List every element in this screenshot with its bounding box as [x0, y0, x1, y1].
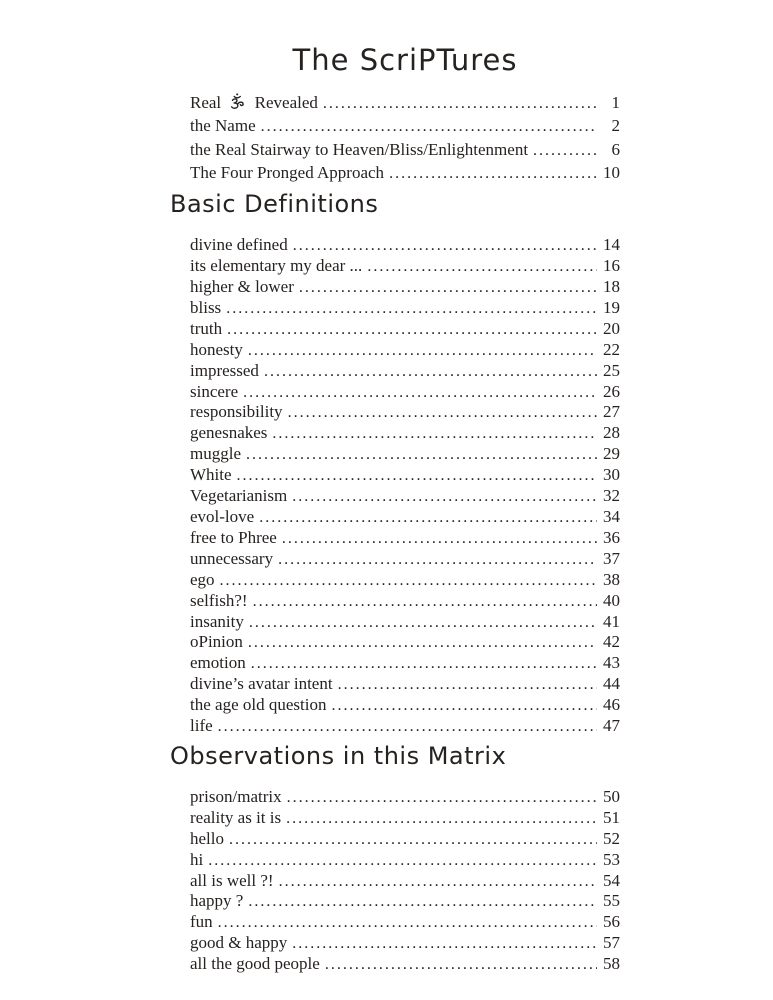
- toc-entry-row[interactable]: [190, 653, 620, 674]
- toc-sections: [170, 189, 620, 975]
- toc-entry-row[interactable]: [190, 891, 620, 912]
- toc-entry-row[interactable]: [190, 933, 620, 954]
- toc-entry-row[interactable]: [190, 632, 620, 653]
- toc-entry-label: oPinion: [190, 632, 243, 652]
- toc-entry-label: all is well ?!: [190, 870, 274, 890]
- dot-leader: [293, 235, 597, 256]
- dot-leader: [282, 528, 597, 549]
- toc-entry-label: muggle: [190, 444, 241, 464]
- toc-entry-page-number: 6: [611, 139, 620, 159]
- toc-entry-label: higher & lower: [190, 277, 294, 296]
- toc-entry-label: divine’s avatar intent: [190, 674, 333, 694]
- toc-entry-label: prison/matrix: [190, 786, 282, 806]
- dot-leader: [389, 162, 597, 185]
- toc-entry-page-number: 30: [603, 465, 620, 485]
- toc-entry-page-number: 28: [603, 423, 620, 443]
- toc-entry-label: responsibility: [190, 402, 283, 422]
- toc-entry-row[interactable]: [190, 402, 620, 423]
- section-entries-list: [170, 787, 620, 975]
- dot-leader: [299, 277, 597, 298]
- toc-entry-label: honesty: [190, 339, 243, 359]
- toc-entry-page-number: 56: [603, 912, 620, 932]
- toc-entry-page-number: 53: [603, 849, 620, 869]
- toc-entry-page-number: 38: [603, 569, 620, 589]
- toc-entry-row[interactable]: [190, 850, 620, 871]
- dot-leader: [261, 115, 597, 138]
- toc-entry-row[interactable]: [190, 808, 620, 829]
- toc-entry-page-number: 57: [603, 933, 620, 953]
- toc-entry-page-number: 19: [603, 297, 620, 317]
- dot-leader: [278, 549, 597, 570]
- dot-leader: [287, 787, 597, 808]
- toc-entry-page-number: 50: [603, 786, 620, 806]
- toc-entry-page-number: 14: [603, 235, 620, 255]
- toc-entry-row[interactable]: [190, 528, 620, 549]
- toc-entry-page-number: 47: [603, 716, 620, 736]
- toc-entry-page-number: 55: [603, 891, 620, 911]
- dot-leader: [251, 653, 597, 674]
- dot-leader: [229, 829, 597, 850]
- toc-entry-label: selfish?!: [190, 590, 248, 610]
- dot-leader: [253, 591, 597, 612]
- toc-entry-label: hi: [190, 849, 204, 869]
- toc-entry-row[interactable]: [190, 570, 620, 591]
- toc-entry-label: hello: [190, 828, 224, 848]
- dot-leader: [248, 891, 597, 912]
- toc-entry-page-number: 54: [603, 870, 620, 890]
- toc-entry-row[interactable]: [190, 423, 620, 444]
- dot-leader: [338, 674, 597, 695]
- toc-entry-label: all the good people: [190, 954, 320, 974]
- toc-entry-page-number: 2: [611, 116, 620, 136]
- toc-entry-label: its elementary my dear ...: [190, 256, 363, 276]
- toc-entry-page-number: 52: [603, 828, 620, 848]
- toc-entry-page-number: 26: [603, 381, 620, 401]
- dot-leader: [220, 570, 597, 591]
- toc-entry-page-number: 27: [603, 402, 620, 422]
- dot-leader: [331, 695, 597, 716]
- toc-content: [170, 44, 620, 975]
- dot-leader: [325, 954, 597, 975]
- toc-entry-label: good & happy: [190, 933, 288, 953]
- toc-entry-page-number: 44: [603, 674, 620, 694]
- toc-entry-label: truth: [190, 318, 223, 338]
- dot-leader: [533, 139, 597, 162]
- dot-leader: [286, 808, 597, 829]
- toc-entry-page-number: 18: [603, 277, 620, 296]
- toc-entry-row[interactable]: [190, 486, 620, 507]
- toc-entry-label: fun: [190, 912, 213, 932]
- toc-entry-label: impressed: [190, 360, 259, 380]
- toc-entry-row[interactable]: [190, 382, 620, 403]
- dot-leader: [323, 92, 597, 115]
- toc-entry-page-number: 37: [603, 548, 620, 568]
- toc-entry-label: sincere: [190, 381, 239, 401]
- section-heading: Basic Definitions: [170, 190, 379, 219]
- toc-entry-row[interactable]: [190, 235, 620, 256]
- toc-entry-label: Vegetarianism: [190, 486, 288, 506]
- toc-entry-page-number: 20: [603, 318, 620, 338]
- dot-leader: [248, 632, 597, 653]
- toc-entry-label: divine defined: [190, 235, 288, 255]
- toc-entry-label: White: [190, 465, 232, 485]
- toc-entry-row[interactable]: [190, 139, 620, 162]
- toc-entry-page-number: 41: [603, 611, 620, 631]
- toc-entry-row[interactable]: [190, 444, 620, 465]
- dot-leader: [248, 340, 597, 361]
- toc-entry-row[interactable]: [190, 674, 620, 695]
- toc-entry-label: ego: [190, 569, 215, 589]
- toc-entry-row[interactable]: [190, 829, 620, 850]
- toc-section: [170, 741, 620, 975]
- toc-entry-page-number: 32: [603, 486, 620, 506]
- dot-leader: [218, 716, 597, 737]
- toc-entry-label: unnecessary: [190, 548, 274, 568]
- toc-entry-row[interactable]: [190, 115, 620, 138]
- toc-entry-label: the age old question: [190, 695, 327, 715]
- dot-leader: [279, 871, 597, 892]
- toc-entry-page-number: 40: [603, 590, 620, 610]
- toc-entry-row[interactable]: [190, 298, 620, 319]
- dot-leader: [288, 402, 597, 423]
- toc-entry-page-number: 58: [603, 954, 620, 974]
- toc-entry-label: genesnakes: [190, 423, 268, 443]
- toc-entry-row[interactable]: [190, 871, 620, 892]
- toc-entry-row[interactable]: [190, 465, 620, 486]
- toc-entry-label: bliss: [190, 297, 222, 317]
- toc-entry-page-number: 29: [603, 444, 620, 464]
- toc-section: [170, 189, 620, 737]
- toc-entry-row[interactable]: [190, 787, 620, 808]
- front-entries-list: [170, 92, 620, 185]
- dot-leader: [249, 612, 597, 633]
- dot-leader: [243, 382, 597, 403]
- toc-entry-row[interactable]: [190, 162, 620, 185]
- toc-entry-row[interactable]: [190, 612, 620, 633]
- toc-entry-row[interactable]: [190, 695, 620, 716]
- dot-leader: [246, 444, 597, 465]
- toc-entry-page-number: 16: [603, 256, 620, 276]
- toc-entry-label: life: [190, 716, 213, 736]
- page-title: The ScriPTures: [292, 43, 518, 77]
- dot-leader: [264, 361, 597, 382]
- dot-leader: [208, 850, 597, 871]
- dot-leader: [218, 912, 597, 933]
- dot-leader: [237, 465, 597, 486]
- dot-leader: [292, 486, 597, 507]
- toc-entry-row[interactable]: [190, 92, 620, 115]
- toc-entry-label: The Four Pronged Approach: [190, 162, 385, 182]
- toc-entry-row[interactable]: [190, 277, 620, 298]
- toc-entry-row[interactable]: [190, 256, 620, 277]
- toc-entry-page-number: 10: [603, 162, 620, 182]
- toc-entry-label: happy ?: [190, 891, 244, 911]
- toc-entry-row[interactable]: [190, 591, 620, 612]
- toc-entry-page-number: 25: [603, 360, 620, 380]
- toc-entry-row[interactable]: [190, 549, 620, 570]
- dot-leader: [272, 423, 597, 444]
- toc-entry-page-number: 43: [603, 653, 620, 673]
- toc-entry-row[interactable]: [190, 716, 620, 737]
- toc-entry-page-number: 36: [603, 527, 620, 547]
- toc-entry-label: the Name: [190, 116, 256, 136]
- section-heading: Observations in this Matrix: [170, 741, 507, 770]
- toc-entry-page-number: 51: [603, 807, 620, 827]
- toc-entry-label: the Real Stairway to Heaven/Bliss/Enlightenment: [190, 139, 529, 159]
- toc-entry-row[interactable]: [190, 912, 620, 933]
- toc-entry-row[interactable]: [190, 361, 620, 382]
- om-symbol-icon: [228, 93, 247, 110]
- toc-entry-row[interactable]: [190, 954, 620, 975]
- dot-leader: [367, 256, 597, 277]
- toc-entry-row[interactable]: [190, 340, 620, 361]
- dot-leader: [292, 933, 597, 954]
- toc-entry-page-number: 34: [603, 506, 620, 526]
- toc-entry-row[interactable]: [190, 507, 620, 528]
- toc-entry-label: evol-love: [190, 506, 255, 526]
- toc-entry-page-number: 46: [603, 695, 620, 715]
- toc-entry-page-number: 22: [603, 339, 620, 359]
- toc-entry-label: insanity: [190, 611, 244, 631]
- dot-leader: [226, 298, 597, 319]
- toc-entry-page-number: 1: [611, 93, 620, 112]
- toc-entry-row[interactable]: [190, 319, 620, 340]
- toc-entry-page-number: 42: [603, 632, 620, 652]
- toc-entry-label: emotion: [190, 653, 246, 673]
- toc-entry-label: reality as it is: [190, 807, 282, 827]
- toc-entry-label: free to Phree: [190, 527, 277, 547]
- dot-leader: [259, 507, 597, 528]
- toc-entry-label: Real Revealed: [190, 93, 318, 112]
- dot-leader: [227, 319, 597, 340]
- section-entries-list: [170, 235, 620, 737]
